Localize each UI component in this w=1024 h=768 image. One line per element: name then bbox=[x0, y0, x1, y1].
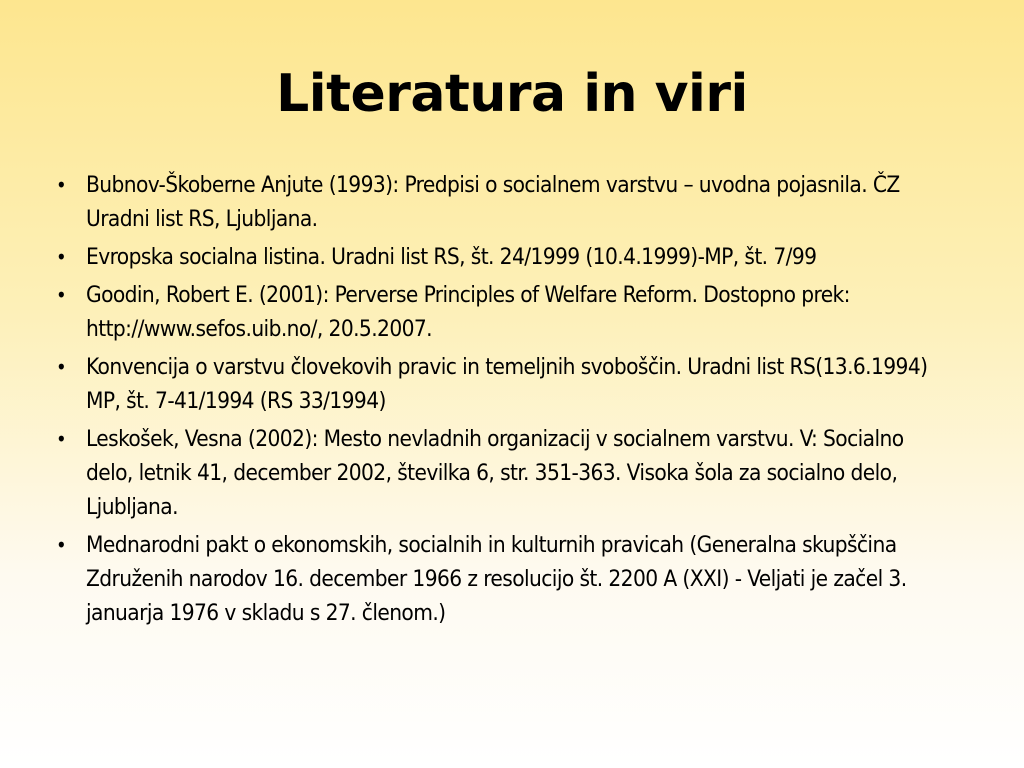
reference-text: Konvencija o varstvu človekovih pravic in temeljnih svoboščin. Uradni list RS(13.6.1994) MP, št. 7-41/1994 (RS 33/1994) bbox=[86, 354, 928, 414]
reference-item bbox=[56, 240, 936, 274]
slide-title: Literatura in viri bbox=[276, 64, 748, 124]
reference-list bbox=[56, 168, 936, 634]
reference-item bbox=[56, 278, 936, 346]
reference-item bbox=[56, 350, 936, 418]
bullet-icon: • bbox=[56, 173, 67, 197]
bullet-icon: • bbox=[56, 355, 67, 379]
reference-text: Goodin, Robert E. (2001): Perverse Principles of Welfare Reform. Dostopno prek: http://www.sefos.uib.no/, 20.5.2007. bbox=[86, 282, 850, 342]
bullet-icon: • bbox=[56, 245, 67, 269]
reference-text: Mednarodni pakt o ekonomskih, socialnih in kulturnih pravicah (Generalna skupščina Združenih narodov 16. december 1966 z resolucijo št. 2200 A (XXI) - Veljati je začel 3. januarja 1976 v skladu s 27. členom.) bbox=[86, 532, 907, 626]
bullet-icon: • bbox=[56, 533, 67, 557]
bullet-icon: • bbox=[56, 427, 67, 451]
reference-item bbox=[56, 422, 936, 524]
reference-item bbox=[56, 528, 936, 630]
bullet-icon: • bbox=[56, 283, 67, 307]
reference-text: Evropska socialna listina. Uradni list RS, št. 24/1999 (10.4.1999)-MP, št. 7/99 bbox=[86, 244, 817, 270]
reference-item bbox=[56, 168, 936, 236]
reference-text: Bubnov-Škoberne Anjute (1993): Predpisi o socialnem varstvu – uvodna pojasnila. ČZ Uradni list RS, Ljubljana. bbox=[86, 172, 900, 232]
reference-text: Leskošek, Vesna (2002): Mesto nevladnih organizacij v socialnem varstvu. V: Socialno delo, letnik 41, december 2002, številka 6, str. 351-363. Visoka šola za socialno delo, Ljubljana. bbox=[86, 426, 904, 520]
